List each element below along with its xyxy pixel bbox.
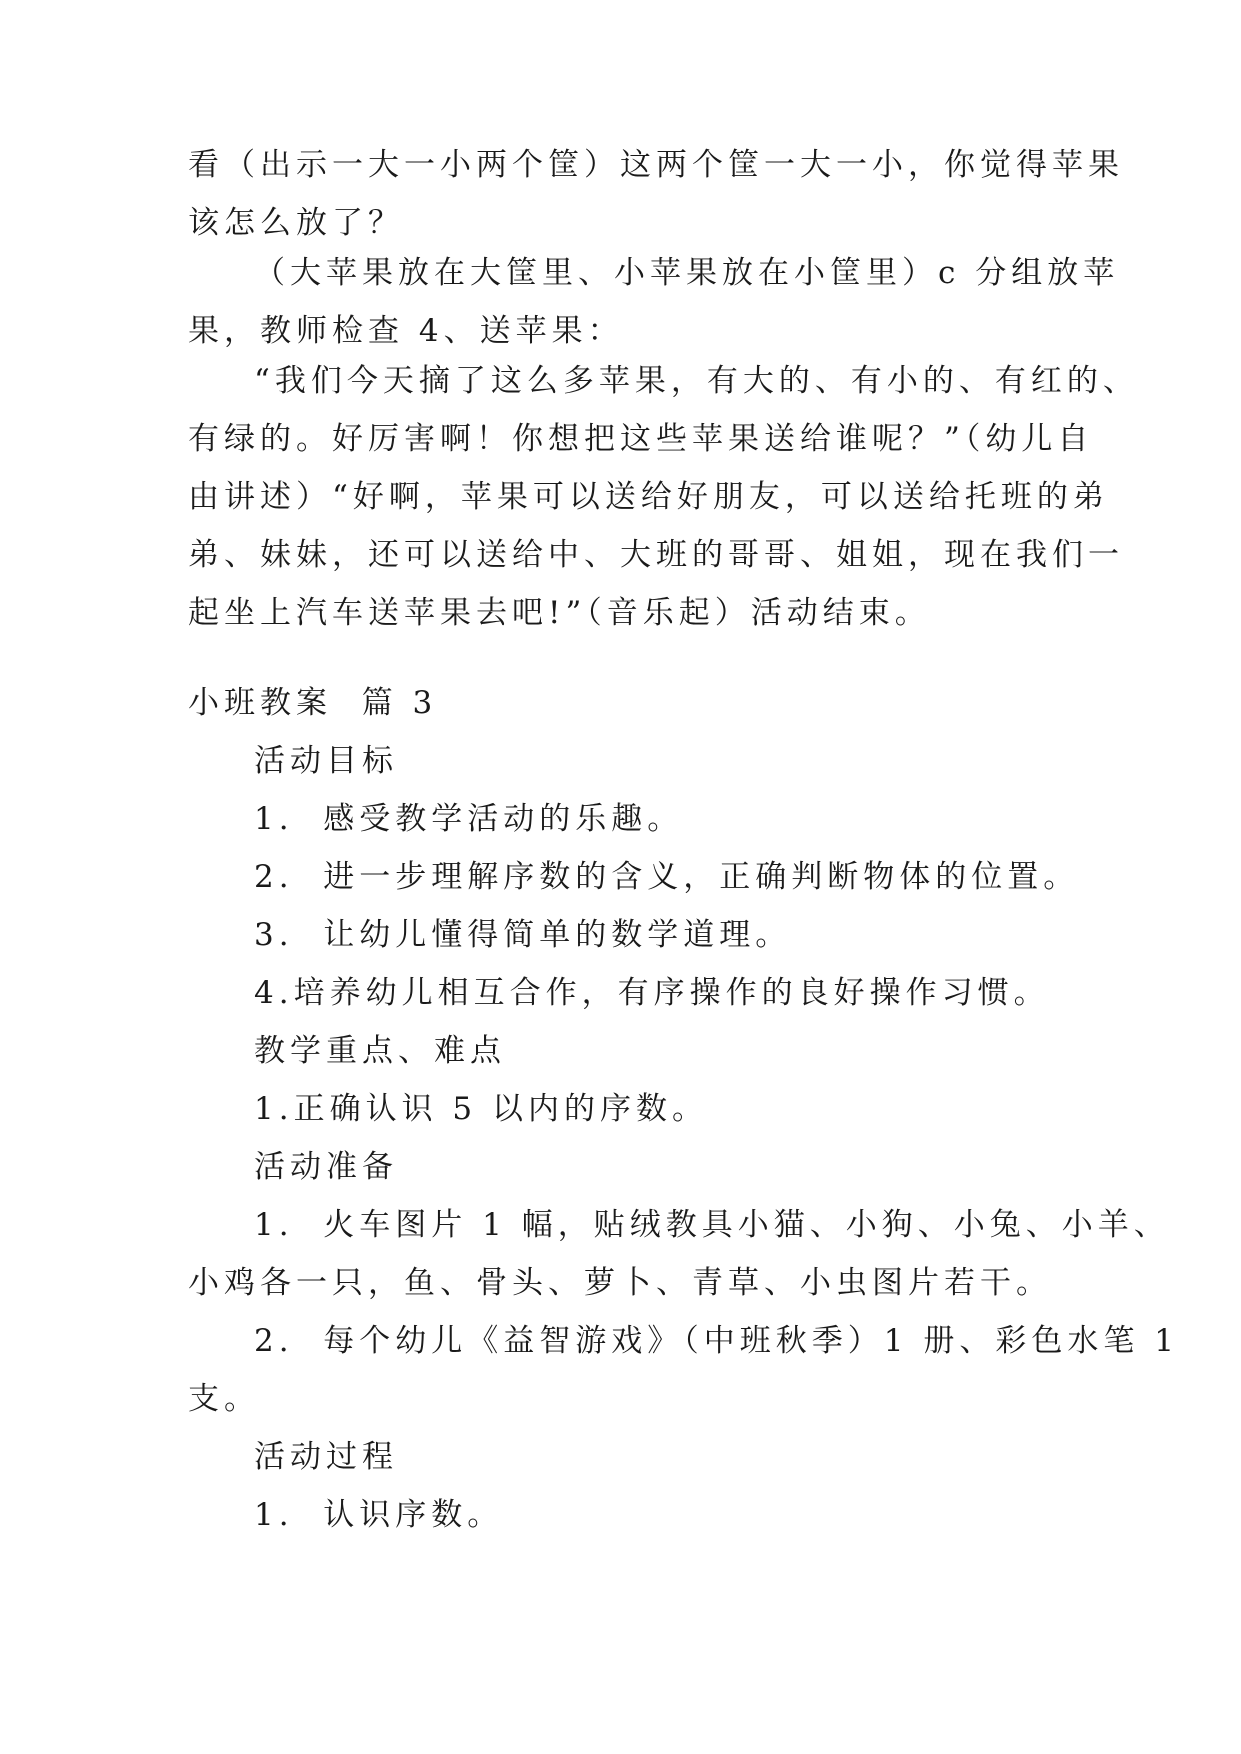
list-item-text: 3. 让幼儿懂得简单的数学道理。 [254, 917, 792, 953]
heading-text: 活动目标 [254, 743, 398, 779]
heading-text: 小班教案 篇 3 [188, 685, 438, 721]
heading-text: 教学重点、难点 [254, 1033, 506, 1069]
text-line: 弟、妹妹，还可以送给中、大班的哥哥、姐姐，现在我们一 [188, 537, 1124, 573]
heading-preparation [254, 1138, 1134, 1196]
text-line: （大苹果放在大筐里、小苹果放在小筐里）c 分组放苹 [254, 255, 1120, 291]
preparation-item-2 [188, 1312, 1179, 1428]
text-line: 2. 每个幼儿《益智游戏》（中班秋季）1 册、彩色水笔 1 [254, 1323, 1179, 1359]
paragraph-give-apples [188, 352, 1139, 642]
text-line: 支。 [188, 1381, 260, 1417]
heading-process [254, 1428, 1134, 1486]
list-item-text: 1. 感受教学活动的乐趣。 [254, 801, 684, 837]
text-line: 看（出示一大一小两个筐）这两个筐一大一小，你觉得苹果 [188, 147, 1124, 183]
paragraph-basket-question [188, 136, 1124, 252]
text-line: 由讲述）“好啊，苹果可以送给好朋友，可以送给托班的弟 [188, 479, 1109, 515]
text-line: “我们今天摘了这么多苹果，有大的、有小的、有红的、 [254, 363, 1139, 399]
text-line: 该怎么放了？ [188, 205, 404, 241]
text-line: 小鸡各一只，鱼、骨头、萝卜、青草、小虫图片若干。 [188, 1265, 1052, 1301]
heading-text: 活动准备 [254, 1149, 398, 1185]
text-line: 有绿的。好厉害啊！你想把这些苹果送给谁呢？”（幼儿自 [188, 421, 1094, 457]
paragraph-sort-apples [188, 244, 1120, 360]
list-item-text: 1.正确认识 5 以内的序数。 [254, 1091, 709, 1127]
text-line: 起坐上汽车送苹果去吧!”（音乐起）活动结束。 [188, 595, 931, 631]
heading-key-points [254, 1022, 1134, 1080]
heading-text: 活动过程 [254, 1439, 398, 1475]
key-point-item-1 [254, 1080, 1134, 1138]
goal-item-1 [254, 790, 1134, 848]
section-heading-lesson-3 [188, 674, 1068, 732]
list-item-text: 4.培养幼儿相互合作，有序操作的良好操作习惯。 [254, 975, 1050, 1011]
goal-item-3 [254, 906, 1134, 964]
list-item-text: 2. 进一步理解序数的含义，正确判断物体的位置。 [254, 859, 1080, 895]
goal-item-4 [254, 964, 1134, 1022]
goal-item-2 [254, 848, 1134, 906]
text-line: 果，教师检查 4、送苹果： [188, 313, 624, 349]
preparation-item-1 [188, 1196, 1170, 1312]
heading-activity-goals [254, 732, 1134, 790]
text-line: 1. 火车图片 1 幅，贴绒教具小猫、小狗、小兔、小羊、 [254, 1207, 1170, 1243]
list-item-text: 1. 认识序数。 [254, 1497, 504, 1533]
process-item-1 [254, 1486, 1134, 1544]
